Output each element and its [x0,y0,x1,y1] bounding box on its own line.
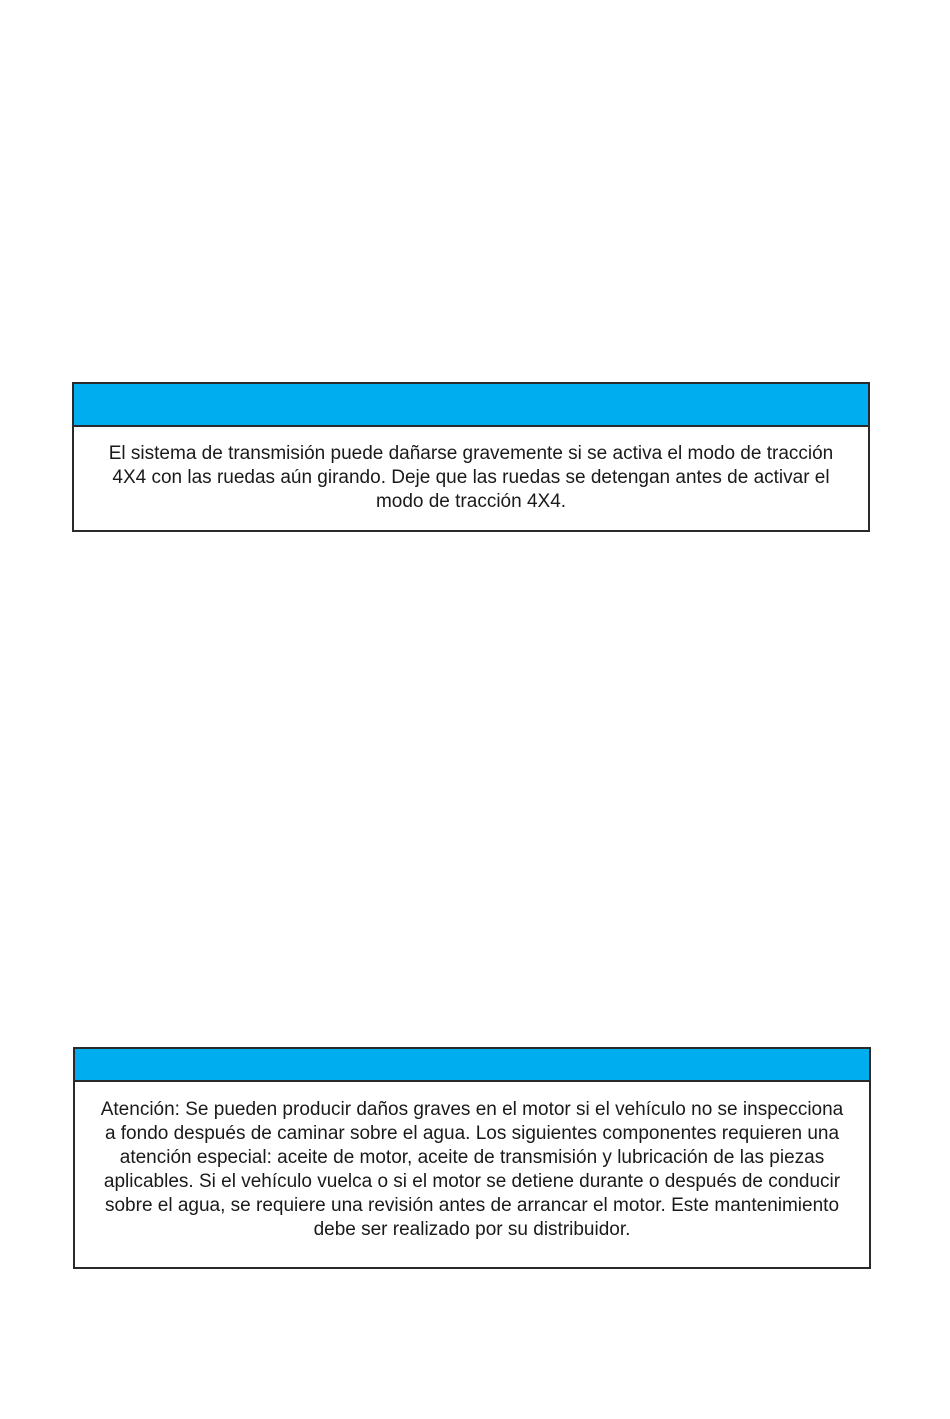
warning-text-line: a fondo después de caminar sobre el agua. Los siguientes componentes requieren una [104,1123,840,1144]
water-inspection-warning-box [73,1047,871,1269]
warning-header-bar [75,1049,869,1082]
warning-text [74,427,868,514]
warning-text-line: aplicables. Si el vehículo vuelca o si el motor se detiene durante o después de conducir [103,1171,841,1192]
warning-text-line: modo de tracción 4X4. [375,491,567,512]
transmission-warning-box [72,382,870,532]
warning-header-bar [74,384,868,427]
warning-text-line: 4X4 con las ruedas aún girando. Deje que las ruedas se detengan antes de activar el [112,467,830,488]
warning-text-line: El sistema de transmisión puede dañarse gravemente si se activa el modo de tracción [108,443,834,464]
warning-text-line: debe ser realizado por su distribuidor. [313,1219,631,1240]
warning-text [75,1082,869,1242]
warning-text-line: Atención: Se pueden producir daños graves en el motor si el vehículo no se inspecciona [100,1099,844,1120]
warning-text-line: sobre el agua, se requiere una revisión antes de arrancar el motor. Este mantenimiento [104,1195,840,1216]
warning-text-line: atención especial: aceite de motor, aceite de transmisión y lubricación de las piezas [119,1147,825,1168]
